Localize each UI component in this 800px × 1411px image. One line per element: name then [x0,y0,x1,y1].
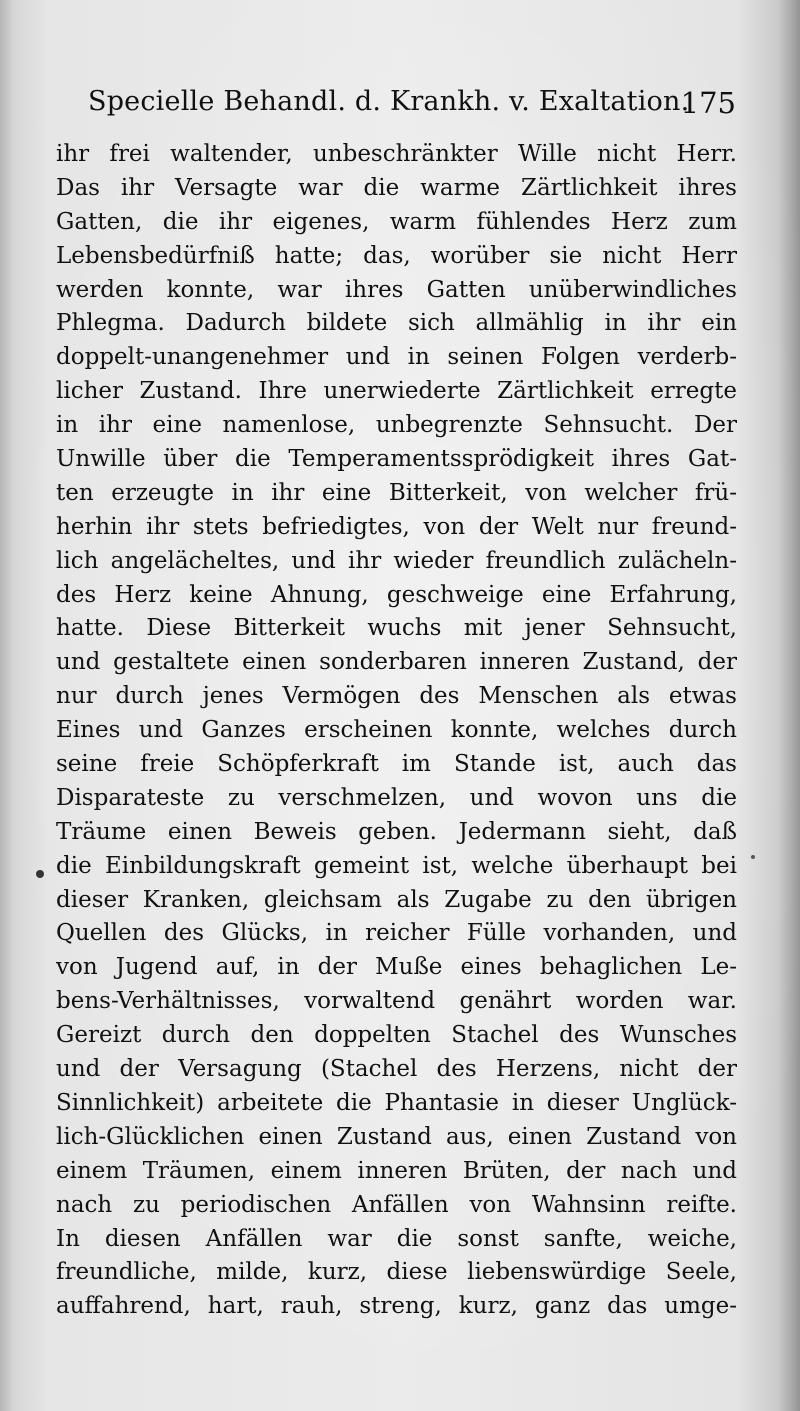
page-edge-shadow [778,0,800,1411]
text-line: Gatten, die ihr eigenes, warm fühlendes Herz zum [56,208,737,235]
ink-spot [751,855,755,859]
text-line: herhin ihr stets befriedigtes, von der Welt nur freund- [56,513,737,540]
text-line: Quellen des Glücks, in reicher Fülle vorhanden, und [56,920,737,947]
text-line: licher Zustand. Ihre unerwiederte Zärtlichkeit erregte [56,378,737,405]
text-line: von Jugend auf, in der Muße eines behaglichen Le- [56,954,737,981]
text-line: Unwille über die Temperamentssprödigkeit ihres Gat- [56,446,737,473]
text-line: und der Versagung (Stachel des Herzens, nicht der [56,1056,737,1083]
text-line: freundliche, milde, kurz, diese liebenswürdige Seele, [56,1259,737,1286]
text-line: In diesen Anfällen war die sonst sanfte, weiche, [56,1225,737,1252]
text-line: nur durch jenes Vermögen des Menschen als etwas [56,683,737,710]
text-line: des Herz keine Ahnung, geschweige eine Erfahrung, [56,581,737,608]
text-line: bens-Verhältnisses, vorwaltend genährt worden war. [56,988,737,1015]
text-line: Lebensbedürfniß hatte; das, worüber sie nicht Herr [56,242,737,269]
text-line: hatte. Diese Bitterkeit wuchs mit jener Sehnsucht, [56,615,737,642]
body-text [56,138,737,1324]
text-line: Disparateste zu verschmelzen, und wovon uns die [56,784,737,811]
text-line: lich-Glücklichen einen Zustand aus, einen Zustand von [56,1123,737,1150]
text-line: ten erzeugte in ihr eine Bitterkeit, von welcher frü- [56,479,737,506]
text-line: dieser Kranken, gleichsam als Zugabe zu den übrigen [56,886,737,913]
text-line: Das ihr Versagte war die warme Zärtlichkeit ihres [56,174,737,201]
text-line: doppelt-unangenehmer und in seinen Folgen verderb- [56,344,737,371]
text-line: auffahrend, hart, rauh, streng, kurz, ganz das umge- [56,1293,737,1320]
text-line: einem Träumen, einem inneren Brüten, der nach und [56,1157,737,1184]
text-line: werden konnte, war ihres Gatten unüberwindliches [56,276,737,303]
text-line: und gestaltete einen sonderbaren inneren Zustand, der [56,649,737,676]
text-line: lich angelächeltes, und ihr wieder freundlich zulächeln- [56,547,737,574]
running-head [88,86,736,128]
text-line: Phlegma. Dadurch bildete sich allmählig in ihr ein [56,310,737,337]
running-title: Specielle Behandl. d. Krankh. v. Exaltation. [88,86,690,117]
page-number: 175 [680,86,736,120]
text-line: ihr frei waltender, unbeschränkter Wille nicht Herr. [56,141,737,167]
text-line: Träume einen Beweis geben. Jedermann sieht, daß [56,818,737,845]
text-line: seine freie Schöpferkraft im Stande ist, auch das [56,751,737,778]
text-line: nach zu periodischen Anfällen von Wahnsinn reifte. [56,1191,737,1218]
text-line: die Einbildungskraft gemeint ist, welche überhaupt bei [56,852,737,879]
text-line: Gereizt durch den doppelten Stachel des Wunsches [56,1022,737,1049]
text-line: in ihr eine namenlose, unbegrenzte Sehnsucht. Der [56,412,737,439]
text-line: Sinnlichkeit) arbeitete die Phantasie in dieser Unglück- [56,1089,737,1116]
ink-spot [36,870,44,878]
text-line: Eines und Ganzes erscheinen konnte, welches durch [56,717,737,744]
page-gutter-shadow [0,0,14,1411]
